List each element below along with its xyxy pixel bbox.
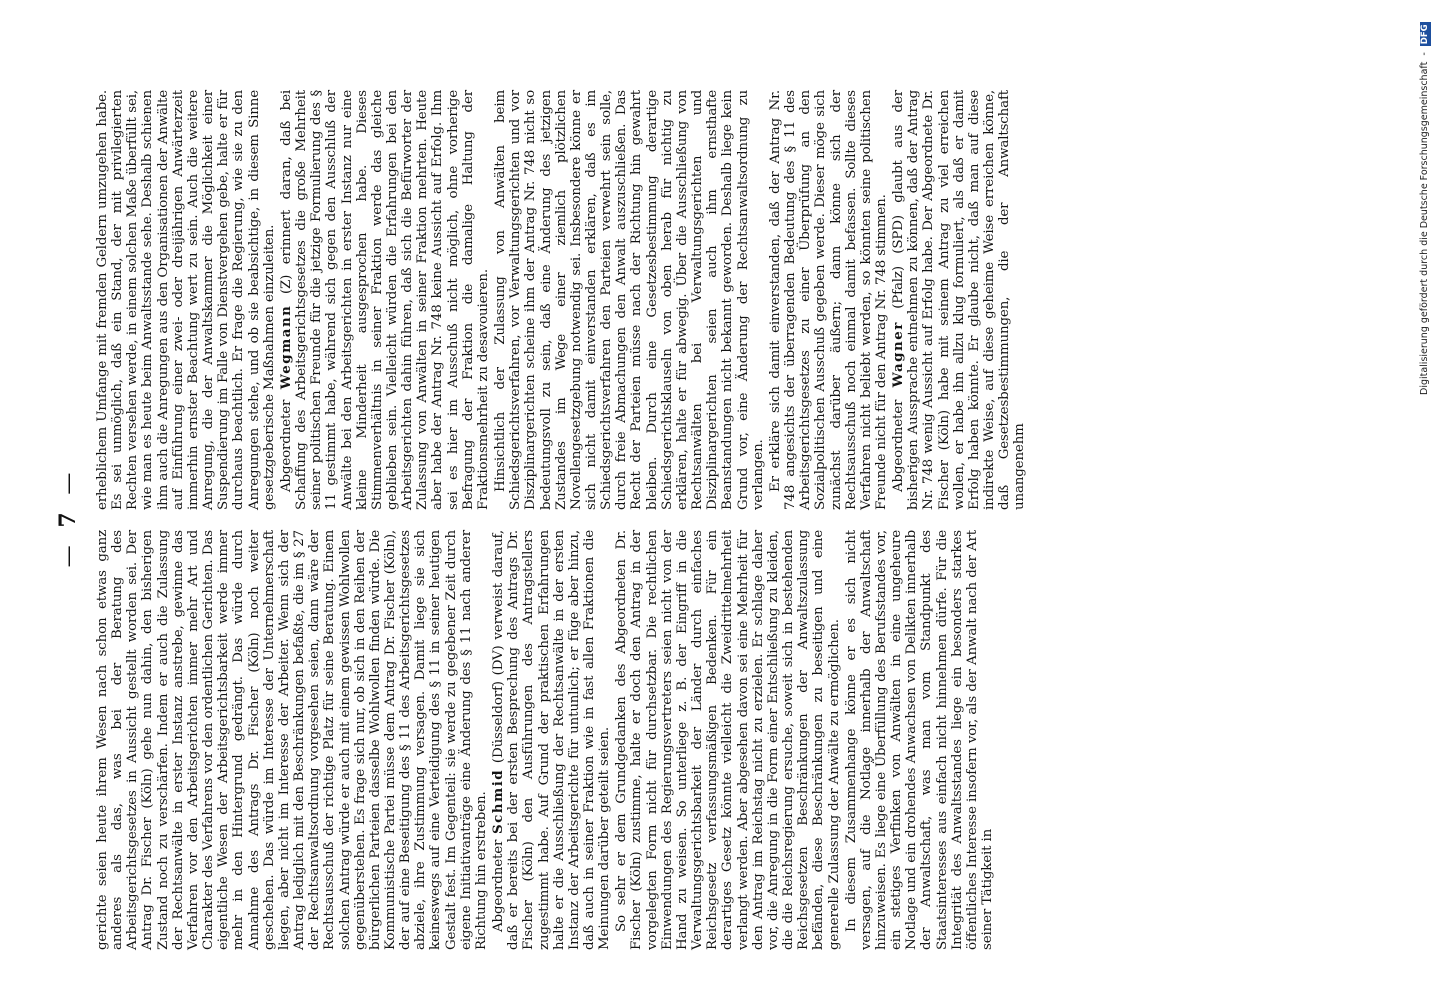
page-number: 7	[55, 512, 81, 528]
credit-text: Digitalisierung gefördert durch die Deutsche Forschungsgemeinschaft	[1419, 61, 1430, 395]
dfg-logo: DFG	[1420, 24, 1430, 45]
credit-separator: -	[1419, 52, 1430, 56]
digitization-credit	[1417, 10, 1433, 395]
paragraph: In diesem Zusammenhange könne er es sich nicht versagen, auf die Notlage innerhalb der Anwaltschaft hinzuweisen. Es liege eine Überfüllung des Berufsstandes vor, ein stetiges Verfinken von Anwälten in eine ungeheure Notlage und ein drohendes Anwachsen von Delikten innerhalb der Anwaltschaft, was man vom Standpunkt des Staatsinteresses aus einfach nicht hinnehmen dürfe. Für die Integrität des Anwaltsstandes liege ein besonders starkes öffentliches Interesse insofern vor, als der Anwalt nach der Art seiner Tätigkeit in	[843, 530, 996, 950]
paragraph: erheblichem Umfange mit fremden Geldern umzugehen habe. Es sei unmöglich, daß ein Stand, der mit privilegierten Rechten versehen werde, in einem solchen Maße überfüllt sei, wie man es heute beim Anwaltsstande sehe. Deshalb schienen ihm auch die Anregungen aus den Organisationen der Anwälte auf Einführung einer zwei- oder dreijährigen Anwärterzeit immerhin ernster Beachtung wert zu sein. Auch die weitere Anregung, die der Anwaltskammer die Möglichkeit einer Suspendierung im Falle von Dienstvergehen gebe, halte er für durchaus beachtlich. Er frage die Regierung, wie sie zu den Anregungen stehe, und ob sie beabsichtige, in diesem Sinne gesetzgeberische Maßnahmen einzuleiten.	[95, 90, 277, 510]
speaker-name: Wagner	[890, 321, 907, 388]
speaker-name: Wegmann	[277, 304, 294, 390]
text-column-right	[95, 90, 1028, 510]
speaker-name: Schmid	[490, 768, 507, 835]
header-dash-left: —	[56, 545, 81, 568]
page-header	[55, 90, 81, 950]
paragraph-speaker: Abgeordneter Wegmann (Z) erinnert daran, daß bei Schaffung des Arbeitsgerichtsgesetzes die große Mehrheit seiner politischen Freunde für die jetzige Formulierung des § 11 gestimmt habe, während sich gegen den Ausschluß der Anwälte bei den Arbeitsgerichten in erster Instanz nur eine kleine Minderheit ausgesprochen habe. Dieses Stimmenverhältnis in seiner Fraktion werde das gleiche geblieben sein. Vielleicht würden die Erfahrungen bei den Arbeitsgerichten dahin führen, daß sich die Befürworter der Zulassung von Anwälten in seiner Fraktion mehrten. Heute aber habe der Antrag Nr. 748 keine Aussicht auf Erfolg. Ihm sei es hier im Ausschuß nicht möglich, ohne vorherige Befragung der Fraktion die damalige Haltung der Fraktionsmehrheit zu desavouieren.	[277, 89, 491, 510]
paragraph: Hinsichtlich der Zulassung von Anwälten beim Schiedsgerichtsverfahren, vor Verwaltungsgerichten und vor Disziplinargerichten scheine ihm der Antrag Nr. 748 nicht so bedeutungsvoll zu sein, daß eine Änderung des jetzigen Zustandes im Wege einer ziemlich plötzlichen Novellengesetzgebung notwendig sei. Insbesondere könne er sich nicht damit einverstanden erklären, daß es im Schiedsgerichtsverfahren den Parteien verwehrt sein solle, durch freie Abmachungen den Anwalt auszuschließen. Das Recht der Parteien müsse nach der Richtung hin gewahrt bleiben. Durch eine Gesetzesbestimmung derartige Schiedsgerichtsklauseln von oben herab für nichtig zu erklären, halte er für abwegig. Über die Ausschließung von Rechtsanwälten bei Verwaltungsgerichten und Disziplinargerichten seien auch ihm ernsthafte Beanstandungen nicht bekannt geworden. Deshalb liege kein Grund vor, eine Änderung der Rechtsanwaltsordnung zu verlangen.	[493, 90, 766, 510]
paragraph-speaker: Abgeordneter Wagner (Pfalz) (SPD) glaubt aus der bisherigen Aussprache entnehmen zu können, daß der Antrag Nr. 748 wenig Aussicht auf Erfolg habe. Der Abgeordnete Dr. Fischer (Köln) habe mit seinem Antrag zu viel erreichen wollen, er habe ihn allzu klug formuliert, als daß er damit Erfolg haben könnte. Er glaube nicht, daß man auf diese indirekte Weise, auf diese geheime Weise erreichen könne, daß Gesetzesbestimmungen, die der Anwaltschaft unangenehm	[890, 90, 1028, 510]
rotated-content	[55, 89, 1285, 950]
page-body	[55, 89, 1285, 950]
text-column-left	[95, 530, 995, 950]
header-dash-right: —	[56, 472, 81, 495]
digitization-credit-text	[1417, 10, 1433, 395]
paragraph: Er erkläre sich damit einverstanden, daß der Antrag Nr. 748 angesichts der überragenden Bedeutung des § 11 des Arbeitsgerichtsgesetzes zu einer Überprüfung an den Sozialpolitischen Ausschuß gegeben werde. Dieser möge sich zunächst darüber äußern; dann könne sich der Rechtsausschuß noch einmal damit befassen. Sollte dieses Verfahren nicht beliebt werden, so könnten seine politischen Freunde nicht für den Antrag Nr. 748 stimmen.	[767, 90, 889, 510]
paragraph-speaker: Abgeordneter Schmid (Düsseldorf) (DV) verweist darauf, daß er bereits bei der ersten Besprechung des Antrags Dr. Fischer (Köln) den Ausführungen des Antragstellers zugestimmt habe. Auf Grund der praktischen Erfahrungen halte er die Ausschließung der Rechtsanwälte in der ersten Instanz der Arbeitsgerichte für untunlich; er füge aber hinzu, daß auch in seiner Fraktion wie in fast allen Fraktionen die Meinungen darüber geteilt seien.	[490, 530, 613, 950]
paragraph: gerichte seien heute ihrem Wesen nach schon etwas ganz anderes als das, was bei der Beratung des Arbeitsgerichtsgesetzes in Aussicht gestellt worden sei. Der Antrag Dr. Fischer (Köln) gehe nun dahin, den bisherigen Zustand noch zu verschärfen. Indem er auch die Zulassung der Rechtsanwälte in erster Instanz anstrebe, gewinne das Verfahren vor den Arbeitsgerichten immer mehr Art und Charakter des Verfahrens vor den ordentlichen Gerichten. Das eigentliche Wesen der Arbeitsgerichtsbarkeit werde immer mehr in den Hintergrund gedrängt. Das würde durch Annahme des Antrags Dr. Fischer (Köln) noch weiter geschehen. Das würde im Interesse der Unternehmerschaft liegen, aber nicht im Interesse der Arbeiter. Wenn sich der Antrag lediglich mit den Beschränkungen befaßte, die im § 27 der Rechtsanwaltsordnung vorgesehen seien, dann wäre der Rechtsausschuß der richtige Platz für seine Beratung. Einem solchen Antrag würde er auch mit einem gewissen Wohlwollen gegenüberstehen. Es frage sich nur, ob sich in den Reihen der bürgerlichen Parteien dasselbe Wohlwollen finden würde. Die Kommunistische Partei müsse dem Antrag Dr. Fischer (Köln), der auf eine Beseitigung des § 11 des Arbeitsgerichtsgesetzes abziele, ihre Zustimmung versagen. Damit liege sie sich keineswegs auf eine Verteidigung des § 11 in seiner heutigen Gestalt fest. Im Gegenteil: sie werde zu gegebener Zeit durch eigene Initiativanträge eine Änderung des § 11 nach anderer Richtung hin erstreben.	[95, 530, 489, 950]
paragraph: So sehr er dem Grundgedanken des Abgeordneten Dr. Fischer (Köln) zustimme, halte er doch den Antrag in der vorgelegten Form nicht für durchsetzbar. Die rechtlichen Einwendungen des Regierungsvertreters seien nicht von der Hand zu weisen. So unterliege z. B. der Eingriff in die Verwaltungsgerichtsbarkeit der Länder durch einfaches Reichsgesetz verfassungsmäßigen Bedenken. Für ein derartiges Gesetz könnte vielleicht die Zweidrittelmehrheit verlangt werden. Aber abgesehen davon sei eine Mehrheit für den Antrag im Reichstag nicht zu erzielen. Er schlage daher vor, die Anregung in die Form einer Entschließung zu kleiden, die die Reichsregierung ersuche, soweit sich in bestehenden Reichsgesetzen Beschränkungen der Anwaltszulassung befänden, diese Beschränkungen zu beseitigen und eine generelle Zulassung der Anwälte zu ermöglichen.	[614, 530, 842, 950]
